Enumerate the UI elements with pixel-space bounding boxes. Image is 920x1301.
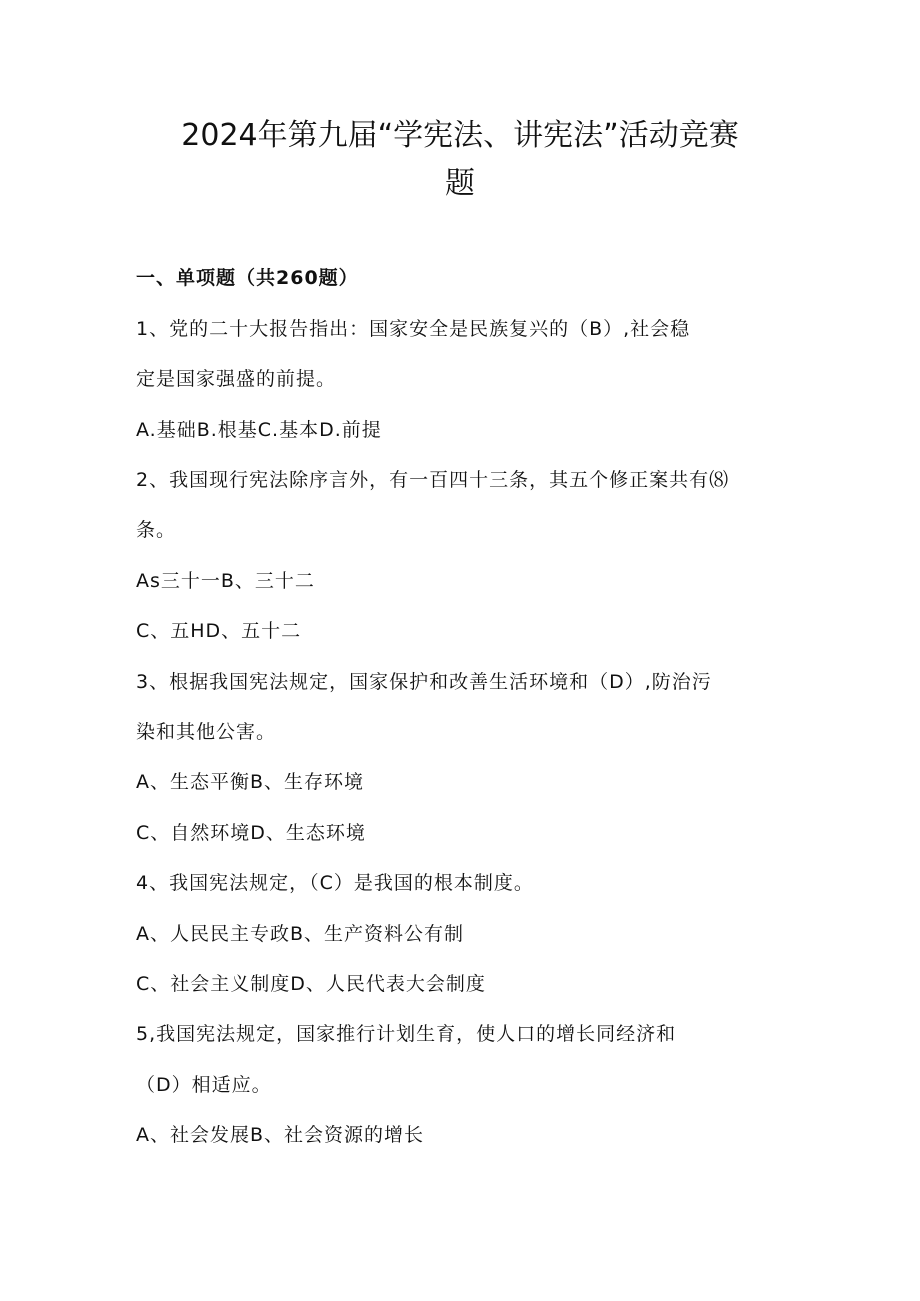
question-3-line-1: 3、根据我国宪法规定，国家保护和改善生活环境和（D）,防治污: [136, 671, 712, 693]
question-3-options-cd: C、自然环境D、生态环境: [136, 822, 366, 844]
title-line-2: 题: [445, 166, 475, 201]
question-1-line-2: 定是国家强盛的前提。: [136, 368, 337, 390]
section-heading: 一、单项题（共260题）: [136, 267, 359, 289]
question-5-line-2: （D）相适应。: [136, 1074, 272, 1096]
question-5-options-ab: A、社会发展B、社会资源的增长: [136, 1124, 425, 1146]
question-4-options-ab: A、人民民主专政B、生产资料公有制: [136, 923, 465, 945]
question-1-line-1: 1、党的二十大报告指出：国家安全是民族复兴的（B）,社会稳: [136, 318, 691, 340]
question-4-line-1: 4、我国宪法规定，（C）是我国的根本制度。: [136, 872, 534, 894]
question-5-line-1: 5,我国宪法规定，国家推行计划生育，使人口的增长同经济和: [136, 1023, 677, 1045]
question-3-line-2: 染和其他公害。: [136, 721, 277, 743]
question-3-options-ab: A、生态平衡B、生存环境: [136, 771, 365, 793]
question-2-line-2: 条。: [136, 519, 177, 541]
title-line-1: 2024年第九届“学宪法、讲宪法”活动竞赛: [181, 118, 739, 153]
question-2-options-ab: As三十一B、三十二: [136, 570, 315, 592]
question-2-options-cd: C、五HD、五十二: [136, 620, 302, 642]
question-2-line-1: 2、我国现行宪法除序言外，有一百四十三条，其五个修正案共有⑻: [136, 469, 730, 491]
question-1-options: A.基础B.根基C.基本D.前提: [136, 419, 382, 441]
document-title: [140, 112, 780, 208]
question-4-options-cd: C、社会主义制度D、人民代表大会制度: [136, 973, 486, 995]
